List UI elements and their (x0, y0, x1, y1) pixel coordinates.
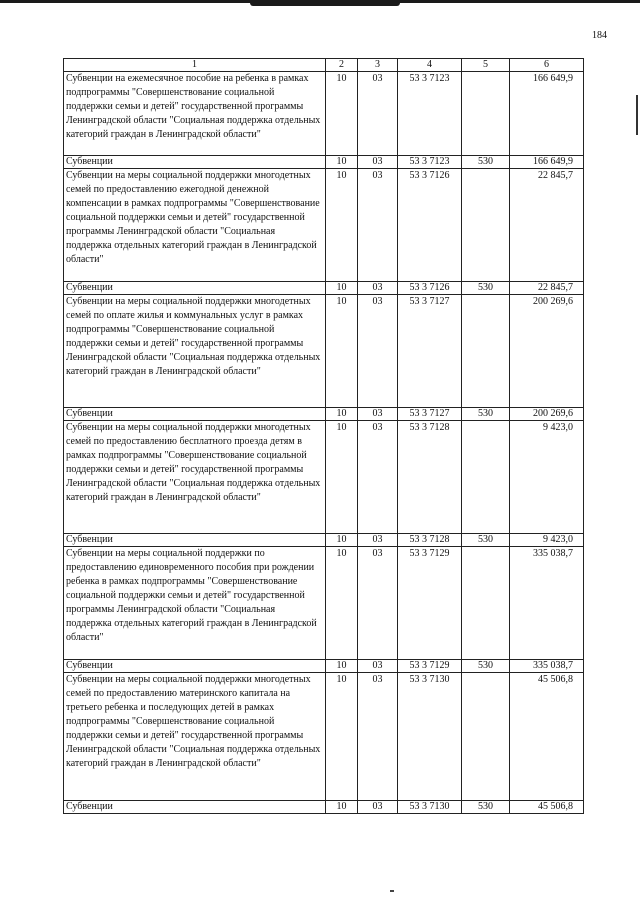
row-expense-type: 530 (462, 801, 510, 814)
row-section: 10 (326, 295, 358, 408)
row-amount: 335 038,7 (510, 660, 584, 673)
row-target-code: 53 3 7128 (398, 534, 462, 547)
row-section: 10 (326, 72, 358, 156)
row-target-code: 53 3 7123 (398, 156, 462, 169)
row-amount: 200 269,6 (510, 295, 584, 408)
table-row (64, 660, 584, 673)
row-section: 10 (326, 660, 358, 673)
table-row (64, 72, 584, 156)
row-expense-type: 530 (462, 156, 510, 169)
row-name: Субвенции на меры социальной поддержки по предоставлению единовременного пособия при рождении ребенка в рамках подпрограммы "Совершенствование социальной поддержки семьи и детей" государственной программы Ленинградской области "Социальная поддержка отдельных категорий граждан в Ленинградской области" (64, 547, 326, 660)
table-row (64, 295, 584, 408)
header-cell: 1 (64, 59, 326, 72)
row-section: 10 (326, 169, 358, 282)
row-subsection: 03 (358, 673, 398, 801)
row-target-code: 53 3 7130 (398, 673, 462, 801)
row-section: 10 (326, 547, 358, 660)
scan-artifact (390, 890, 394, 892)
row-name: Субвенции (64, 156, 326, 169)
row-section: 10 (326, 282, 358, 295)
row-expense-type (462, 421, 510, 534)
row-subsection: 03 (358, 534, 398, 547)
table-row (64, 169, 584, 282)
row-subsection: 03 (358, 421, 398, 534)
table-row (64, 801, 584, 814)
row-expense-type: 530 (462, 534, 510, 547)
row-amount: 166 649,9 (510, 156, 584, 169)
row-target-code: 53 3 7123 (398, 72, 462, 156)
row-expense-type: 530 (462, 660, 510, 673)
row-name: Субвенции на меры социальной поддержки многодетных семей по предоставлению бесплатного проезда детям в рамках подпрограммы "Совершенствование социальной поддержки семьи и детей" государственной программы Ленинградской области "Социальная поддержка отдельных категорий граждан в Ленинградской области" (64, 421, 326, 534)
row-expense-type: 530 (462, 408, 510, 421)
row-subsection: 03 (358, 801, 398, 814)
row-name: Субвенции (64, 282, 326, 295)
row-subsection: 03 (358, 282, 398, 295)
table-row (64, 421, 584, 534)
table-header-row (64, 59, 584, 72)
row-section: 10 (326, 673, 358, 801)
header-cell: 4 (398, 59, 462, 72)
header-cell: 5 (462, 59, 510, 72)
table-row (64, 408, 584, 421)
row-amount: 200 269,6 (510, 408, 584, 421)
row-target-code: 53 3 7130 (398, 801, 462, 814)
row-amount: 45 506,8 (510, 673, 584, 801)
row-name: Субвенции на ежемесячное пособие на ребенка в рамках подпрограммы "Совершенствование социальной поддержки семьи и детей" государственной программы Ленинградской области "Социальная поддержка отдельных категорий граждан в Ленинградской области" (64, 72, 326, 156)
row-name: Субвенции (64, 534, 326, 547)
row-amount: 9 423,0 (510, 421, 584, 534)
scan-edge-mark (636, 95, 638, 135)
row-expense-type (462, 72, 510, 156)
row-subsection: 03 (358, 295, 398, 408)
row-target-code: 53 3 7126 (398, 282, 462, 295)
row-subsection: 03 (358, 72, 398, 156)
row-target-code: 53 3 7127 (398, 295, 462, 408)
table-row (64, 156, 584, 169)
row-expense-type (462, 295, 510, 408)
row-amount: 9 423,0 (510, 534, 584, 547)
row-amount: 22 845,7 (510, 282, 584, 295)
budget-table (63, 58, 584, 814)
header-cell: 2 (326, 59, 358, 72)
row-target-code: 53 3 7126 (398, 169, 462, 282)
page-number: 184 (592, 30, 607, 41)
row-amount: 22 845,7 (510, 169, 584, 282)
scan-top-edge (0, 0, 640, 8)
row-target-code: 53 3 7128 (398, 421, 462, 534)
header-cell: 6 (510, 59, 584, 72)
row-name: Субвенции (64, 408, 326, 421)
row-subsection: 03 (358, 408, 398, 421)
table-row (64, 282, 584, 295)
row-subsection: 03 (358, 156, 398, 169)
row-name: Субвенции на меры социальной поддержки многодетных семей по предоставлению ежегодной денежной компенсации в рамках подпрограммы "Совершенствование социальной поддержки семьи и детей" государственной программы Ленинградской области "Социальная поддержка отдельных категорий граждан в Ленинградской области" (64, 169, 326, 282)
row-subsection: 03 (358, 660, 398, 673)
row-amount: 45 506,8 (510, 801, 584, 814)
row-subsection: 03 (358, 547, 398, 660)
row-target-code: 53 3 7129 (398, 547, 462, 660)
row-section: 10 (326, 408, 358, 421)
row-section: 10 (326, 156, 358, 169)
row-name: Субвенции на меры социальной поддержки многодетных семей по оплате жилья и коммунальных услуг в рамках подпрограммы "Совершенствование социальной поддержки семьи и детей" государственной программы Ленинградской области "Социальная поддержка отдельных категорий граждан в Ленинградской области" (64, 295, 326, 408)
row-section: 10 (326, 534, 358, 547)
row-subsection: 03 (358, 169, 398, 282)
row-expense-type: 530 (462, 282, 510, 295)
row-expense-type (462, 169, 510, 282)
row-expense-type (462, 547, 510, 660)
row-target-code: 53 3 7127 (398, 408, 462, 421)
row-amount: 166 649,9 (510, 72, 584, 156)
row-name: Субвенции (64, 801, 326, 814)
row-section: 10 (326, 421, 358, 534)
row-target-code: 53 3 7129 (398, 660, 462, 673)
row-name: Субвенции на меры социальной поддержки многодетных семей по предоставлению материнского капитала на третьего ребенка и последующих детей в рамках подпрограммы "Совершенствование социальной поддержки семьи и детей" государственной программы Ленинградской области "Социальная поддержка отдельных категорий граждан в Ленинградской области" (64, 673, 326, 801)
row-amount: 335 038,7 (510, 547, 584, 660)
row-section: 10 (326, 801, 358, 814)
row-expense-type (462, 673, 510, 801)
table-row (64, 673, 584, 801)
row-name: Субвенции (64, 660, 326, 673)
header-cell: 3 (358, 59, 398, 72)
table-row (64, 547, 584, 660)
table-row (64, 534, 584, 547)
